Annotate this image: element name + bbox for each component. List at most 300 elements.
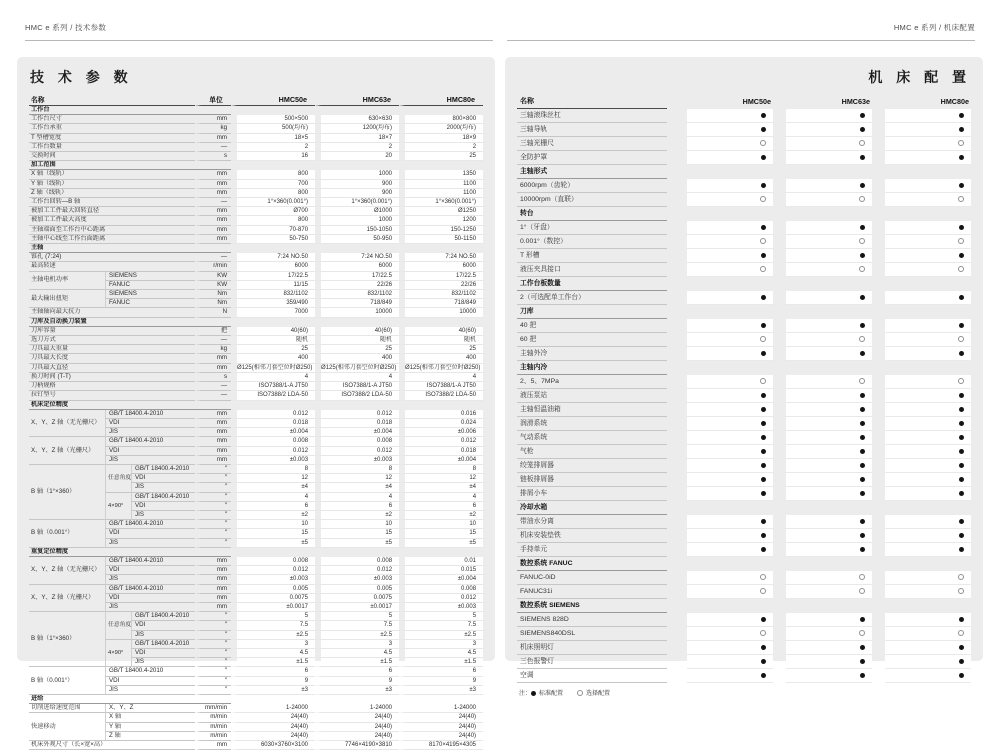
value-cell: ±2 [315,511,399,520]
unit-cell: — [195,382,231,391]
standard-dot-icon [860,449,865,454]
value-cell: 0.008 [315,557,399,566]
value-cell: 0.015 [399,566,483,575]
row-label: 三轴滚珠丝杠 [517,109,667,123]
gap-cell [667,417,687,431]
config-row [517,403,971,417]
standard-dot-icon [860,253,865,258]
gap-cell [872,179,885,193]
group-label: 快速移动 [29,713,105,741]
value-cell: 8170×4195×4305 [399,741,483,750]
value-cell: 6 [315,667,399,676]
value-cell: 700 [231,180,315,189]
unit-cell: mm [195,419,231,428]
config-value-cell [786,515,872,529]
config-row [517,543,971,557]
empty-cell [786,305,872,319]
value-cell: ±0.003 [315,456,399,465]
row-label: 6000rpm（齿轮） [517,179,667,193]
config-row [517,137,971,151]
value-cell: ±4 [399,483,483,492]
config-row [517,109,971,123]
value-cell: 17/22.5 [231,272,315,281]
gap-cell [773,655,786,669]
spec-row [29,115,483,124]
gap-cell [773,529,786,543]
config-value-cell [786,179,872,193]
empty-cell [399,161,483,170]
config-value-cell [885,431,971,445]
unit-cell: mm [195,180,231,189]
optional-dot-icon [958,140,964,146]
breadcrumb-right: HMC e 系列 / 机床配置 [507,22,975,41]
value-cell: Ø125(相邻刀套空位时Ø250) [231,364,315,373]
value-cell: 1-24000 [399,704,483,713]
unit-cell: m/min [195,723,231,732]
value-cell: 832/1102 [315,290,399,299]
value-cell: ±2 [231,511,315,520]
value-cell: 6030×3760×3100 [231,741,315,750]
gap-cell [773,613,786,627]
spec-section-row [29,244,483,253]
spec-row [29,354,483,363]
value-cell: 50-950 [315,235,399,244]
empty-cell [667,361,687,375]
value-cell: 8 [315,465,399,474]
row-label: 主轴恒温油箱 [517,403,667,417]
unit-cell: mm [195,585,231,594]
gap-cell [773,151,786,165]
config-value-cell [885,347,971,361]
empty-cell [885,165,971,179]
empty-cell [773,305,786,319]
config-value-cell [786,109,872,123]
config-value-cell [786,487,872,501]
gap-cell [773,137,786,151]
value-cell: 2 [399,143,483,152]
standard-dot-icon [860,393,865,398]
value-cell: ±3 [231,686,315,695]
standard-dot-icon [860,183,865,188]
empty-cell [885,501,971,515]
value-cell: ±5 [231,539,315,548]
spec-col-model-hmc63e: HMC63e [315,93,399,106]
value-cell: 1°×360(0.001°) [315,198,399,207]
row-label: FANUC [105,281,195,290]
gap-cell [872,655,885,669]
empty-cell [231,695,315,704]
standard-dot-icon [860,617,865,622]
gap-cell [667,543,687,557]
unit-cell: ″ [195,658,231,667]
standard-dot-icon [860,323,865,328]
config-value-cell [687,123,773,137]
gap-cell [872,529,885,543]
unit-cell: ″ [195,686,231,695]
empty-cell [667,599,687,613]
section-label: 进给 [29,695,231,704]
value-cell: ±2.5 [315,631,399,640]
value-cell: 4 [315,373,399,382]
value-cell: 718/849 [399,299,483,308]
value-cell: 16 [231,152,315,161]
spec-section-row [29,548,483,557]
value-cell: 7:24 NO.50 [231,253,315,262]
standard-dot-icon [959,463,964,468]
value-cell: ±4 [315,483,399,492]
spec-row [29,152,483,161]
unit-cell: mm [195,226,231,235]
standard-dot-icon [959,547,964,552]
value-cell: 15 [399,529,483,538]
standard-dot-icon [761,547,766,552]
value-cell: ±0.003 [231,456,315,465]
standard-dot-icon [959,393,964,398]
config-value-cell [786,347,872,361]
empty-cell [872,305,885,319]
empty-cell [231,318,315,327]
standard-dot-icon [959,155,964,160]
value-cell: 0.012 [231,566,315,575]
value-cell: ±5 [315,539,399,548]
value-cell: 1100 [399,180,483,189]
row-label: 液压泵站 [517,389,667,403]
section-label: 数控系统 SIEMENS [517,599,667,613]
empty-cell [872,557,885,571]
value-cell: ±0.004 [231,428,315,437]
config-value-cell [687,431,773,445]
config-value-cell [885,193,971,207]
gap-cell [872,613,885,627]
gap-cell [667,249,687,263]
config-value-cell [786,473,872,487]
empty-cell [667,305,687,319]
gap-cell [667,641,687,655]
empty-cell [773,207,786,221]
value-cell: 900 [315,180,399,189]
gap-cell [872,333,885,347]
gap-cell [872,123,885,137]
value-cell: ±1.5 [315,658,399,667]
value-cell: 400 [231,354,315,363]
value-cell: 150-1250 [399,226,483,235]
unit-cell: mm [195,741,231,750]
config-row [517,515,971,529]
standard-dot-icon [860,673,865,678]
config-value-cell [786,151,872,165]
gap-cell [667,431,687,445]
spec-row [29,465,483,474]
row-label: JIS [131,658,195,667]
row-label: 最高转速 [29,262,195,271]
spec-table-body [29,106,483,750]
value-cell: 12 [231,474,315,483]
standard-dot-icon [860,127,865,132]
value-cell: 9 [315,677,399,686]
spec-row [29,373,483,382]
config-row [517,431,971,445]
unit-cell: m/min [195,713,231,722]
unit-cell: s [195,152,231,161]
gap-cell [872,235,885,249]
value-cell: 10 [231,520,315,529]
gap-cell [872,669,885,683]
unit-cell: ″ [195,465,231,474]
standard-dot-icon [761,127,766,132]
gap-cell [667,179,687,193]
value-cell: 70-870 [231,226,315,235]
standard-dot-icon [761,519,766,524]
empty-cell [667,207,687,221]
optional-dot-icon [577,690,583,696]
spec-row [29,198,483,207]
standard-dot-icon [761,351,766,356]
spec-row [29,713,483,722]
config-page-title: 机 床 配 置 [868,69,971,85]
row-label: JIS [105,575,195,584]
config-row [517,123,971,137]
empty-cell [786,557,872,571]
optional-dot-icon [859,140,865,146]
config-value-cell [687,669,773,683]
empty-cell [315,548,399,557]
row-label: SIEMENS [105,290,195,299]
row-label: 三轴导轨 [517,123,667,137]
value-cell: Ø1250 [399,207,483,216]
spec-row [29,557,483,566]
empty-cell [872,501,885,515]
standard-dot-icon [761,323,766,328]
value-cell: 22/26 [399,281,483,290]
standard-dot-icon [860,659,865,664]
unit-cell: kg [195,124,231,133]
value-cell: 10000 [315,308,399,317]
gap-cell [872,375,885,389]
row-label: T 形槽 [517,249,667,263]
standard-dot-icon [959,491,964,496]
empty-cell [231,244,315,253]
config-value-cell [687,585,773,599]
spec-table [29,93,483,750]
group-label: 最大输出扭矩 [29,290,105,308]
value-cell: ±0.004 [399,575,483,584]
row-label: GB/T 18400.4-2010 [131,612,195,621]
gap-cell [872,137,885,151]
row-label: Y 轴 [105,723,195,732]
gap-cell [667,571,687,585]
spec-row [29,207,483,216]
config-value-cell [786,417,872,431]
gap-cell [872,347,885,361]
gap-cell [667,473,687,487]
config-col-name: 名称 [517,93,667,109]
row-label: 刀柄规格 [29,382,195,391]
gap-cell [667,151,687,165]
gap-cell [872,221,885,235]
optional-dot-icon [760,574,766,580]
standard-dot-icon [531,691,536,696]
gap-cell [667,375,687,389]
gap-cell [667,613,687,627]
standard-dot-icon [860,547,865,552]
config-value-cell [786,291,872,305]
value-cell: 5 [315,612,399,621]
standard-dot-icon [860,477,865,482]
value-cell: ±1.5 [231,658,315,667]
standard-dot-icon [959,295,964,300]
config-row [517,221,971,235]
value-cell: ±4 [231,483,315,492]
group-label: X、Y、Z 轴（无光栅尺） [29,410,105,438]
standard-dot-icon [959,659,964,664]
standard-dot-icon [860,533,865,538]
row-label: VDI [105,594,195,603]
config-value-cell [687,375,773,389]
legend-note [517,688,971,697]
unit-cell: mm/min [195,704,231,713]
value-cell: 20 [315,152,399,161]
gap-cell [773,249,786,263]
config-section-row [517,599,971,613]
config-value-cell [885,473,971,487]
optional-dot-icon [859,574,865,580]
config-row [517,179,971,193]
config-row [517,235,971,249]
config-section-row [517,557,971,571]
row-label: JIS [131,511,195,520]
config-value-cell [687,627,773,641]
value-cell: 0.012 [315,566,399,575]
value-cell: 6000 [315,262,399,271]
empty-cell [885,361,971,375]
config-value-cell [885,613,971,627]
value-cell: ±0.004 [315,428,399,437]
unit-cell: mm [195,364,231,373]
unit-cell: mm [195,437,231,446]
value-cell: 4.5 [399,649,483,658]
value-cell: Ø700 [231,207,315,216]
row-label: 气动系统 [517,431,667,445]
unit-cell: ″ [195,640,231,649]
value-cell: 4 [231,493,315,502]
value-cell: 25 [399,345,483,354]
gap-cell [773,487,786,501]
value-cell: 11/15 [231,281,315,290]
gap-cell [667,389,687,403]
standard-dot-icon [959,449,964,454]
empty-cell [773,361,786,375]
config-row [517,459,971,473]
group-label: 主轴电机功率 [29,272,105,290]
section-label: 刀库及自动换刀装置 [29,318,231,327]
section-label: 重复定位精度 [29,548,231,557]
config-value-cell [687,179,773,193]
value-cell: 2 [315,143,399,152]
standard-dot-icon [959,351,964,356]
gap-cell [773,333,786,347]
config-value-cell [786,641,872,655]
value-cell: Ø1000 [315,207,399,216]
value-cell: 400 [399,354,483,363]
spec-row [29,437,483,446]
standard-dot-icon [959,435,964,440]
optional-dot-icon [760,630,766,636]
standard-dot-icon [959,477,964,482]
empty-cell [687,599,773,613]
gap-cell [773,193,786,207]
config-row [517,669,971,683]
value-cell: 40(60) [399,327,483,336]
empty-cell [667,165,687,179]
empty-cell [786,501,872,515]
value-cell: 4.5 [315,649,399,658]
unit-cell: 把 [195,327,231,336]
config-value-cell [885,627,971,641]
row-label: 刀具最大长度 [29,354,195,363]
empty-cell [231,161,315,170]
value-cell: 800×800 [399,115,483,124]
section-label: 数控系统 FANUC [517,557,667,571]
unit-cell: mm [195,354,231,363]
empty-cell [687,305,773,319]
standard-dot-icon [959,421,964,426]
gap-cell [773,543,786,557]
gap-cell [773,347,786,361]
row-label: JIS [105,539,195,548]
config-value-cell [885,151,971,165]
row-label: GB/T 18400.4-2010 [105,520,195,529]
config-value-cell [885,515,971,529]
row-label: 60 把 [517,333,667,347]
gap-cell [872,515,885,529]
gap-cell [667,487,687,501]
value-cell: 150-1050 [315,226,399,235]
config-row [517,627,971,641]
value-cell: 4 [231,373,315,382]
empty-cell [687,361,773,375]
unit-cell: N [195,308,231,317]
standard-dot-icon [761,295,766,300]
value-cell: 12 [399,474,483,483]
config-row [517,473,971,487]
empty-cell [315,161,399,170]
config-value-cell [687,543,773,557]
unit-cell: mm [195,428,231,437]
optional-dot-icon [760,140,766,146]
unit-cell: mm [195,410,231,419]
gap-cell [872,641,885,655]
group-label: B 轴（0.001°） [29,520,105,548]
gap-cell [872,249,885,263]
value-cell: 0.012 [315,410,399,419]
unit-cell: ″ [195,483,231,492]
gap-cell [872,445,885,459]
row-label: 空调 [517,669,667,683]
standard-dot-icon [761,463,766,468]
empty-cell [885,557,971,571]
value-cell: 10 [399,520,483,529]
standard-dot-icon [860,407,865,412]
gap-cell [667,319,687,333]
empty-cell [399,244,483,253]
optional-dot-icon [958,378,964,384]
value-cell: ±0.004 [399,456,483,465]
value-cell: 6000 [231,262,315,271]
value-cell: 630×630 [315,115,399,124]
value-cell: 24(40) [315,713,399,722]
optional-dot-icon [859,378,865,384]
config-col-model-hmc50e: HMC50e [742,96,771,106]
